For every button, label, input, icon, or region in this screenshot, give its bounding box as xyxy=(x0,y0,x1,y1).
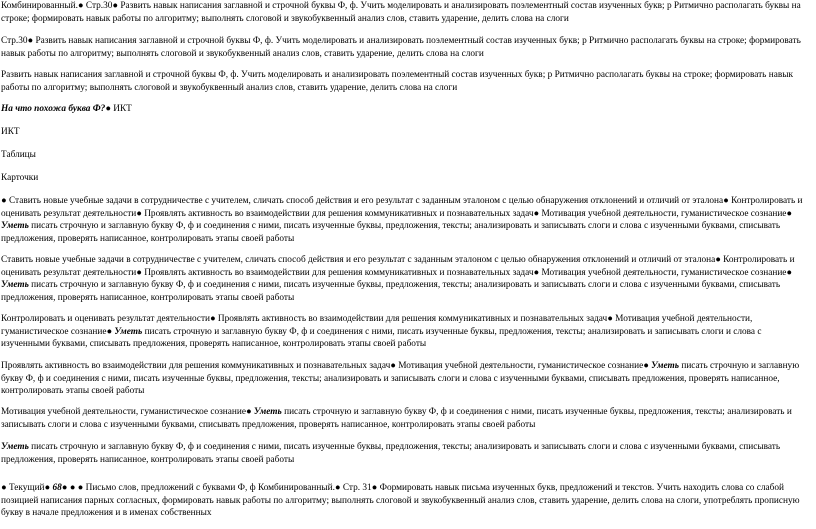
paragraph-text: Проявлять активность во взаимодействии для решения коммуникативных и познавательных задач● Мотивация учебной деятельности, гуманистическое сознание● xyxy=(1,361,652,371)
emphasis-text: Уметь xyxy=(1,221,29,232)
emphasis-text: Уметь xyxy=(253,407,282,417)
paragraph xyxy=(1,126,811,139)
emphasis-text: Уметь xyxy=(651,361,680,371)
paragraph-text: ● Ставить новые учебные задачи в сотрудничестве с учителем, сличать способ действия и его результат с заданным эталоном с целью обнаружения отклонений и отличий от эталона● Контролировать и оценивать результат деятельности● Проявлять активность во взаимодействии для решения коммуникативных и познавательных задач● Мотивация учебной деятельности, гуманистическое сознание● xyxy=(1,196,803,219)
paragraph-text: Мотивация учебной деятельности, гуманистическое сознание● xyxy=(1,407,254,417)
paragraph-text: писать строчную и заглавную букву Ф, ф и соединения с ними, писать изученные буквы, предложения, тексты; анализировать и записывать слоги и слова с изученными буквами, списывать предложения, проверять написанное, контролировать этапы своей работы xyxy=(1,221,781,244)
emphasis-text: Уметь xyxy=(1,442,29,452)
paragraph-text: ● Текущий● xyxy=(1,483,53,493)
emphasis-text: Уметь xyxy=(1,280,29,291)
paragraph xyxy=(1,0,811,25)
paragraph-text: писать строчную и заглавную букву Ф, ф и соединения с ними, писать изученные буквы, предложения, тексты; анализировать и записывать слоги и слова с изученными буквами, списывать предложения, проверять написанное, контролировать этапы своей работы xyxy=(1,407,792,430)
paragraph-text: писать строчную и заглавную букву Ф, ф и соединения с ними, писать изученные буквы, предложения, тексты; анализировать и записывать слоги и слова с изученными буквами, списывать предложения, проверять написанное, контролировать этапы своей работы xyxy=(1,326,762,350)
paragraph-text: Карточки xyxy=(1,173,39,183)
paragraph xyxy=(1,172,811,185)
paragraph xyxy=(1,360,811,398)
paragraph xyxy=(1,149,811,162)
emphasis-text: Уметь xyxy=(114,326,143,337)
paragraph-text: писать строчную и заглавную букву Ф, ф и соединения с ними, писать изученные буквы, предложения, тексты; анализировать и записывать слоги и слова с изученными буквами, списывать предложения, проверять написанное, контролировать этапы своей работы xyxy=(1,280,781,303)
paragraph xyxy=(1,441,811,466)
paragraph xyxy=(1,35,811,60)
paragraph-text: Развить навык написания заглавной и строчной буквы Ф, ф. Учить моделировать и анализировать поэлементный состав изученных букв; р Ритмично располагать буквы на строке; формировать навык работы по алгоритму; выполнять слоговой и звукобуквенный анализ слов, ставить ударение, делить слова на слоги xyxy=(1,70,793,93)
paragraph-text: Контролировать и оценивать результат деятельности● Проявлять активность во взаимодействии для решения коммуникативных и познавательных задач● Мотивация учебной деятельности, гуманистическое сознание● xyxy=(1,314,753,337)
paragraph-text: писать строчную и заглавную букву Ф, ф и соединения с ними, писать изученные буквы, предложения, тексты; анализировать и записывать слоги и слова с изученными буквами, списывать предложения, проверять написанное, контролировать этапы своей работы xyxy=(1,361,800,397)
paragraph xyxy=(1,254,811,304)
paragraph-text: ● ● ● Письмо слов, предложений с буквами Ф, ф Комбинированный.● Стр. 31● Формировать навык письма изученных букв, предложений и текстов. Учить находить слова со слабой позицией написания парных согласных, формировать навык работы по алгоритму; выполнять слоговой и звукобуквенный анализ слов, ставить ударение, делить слова на слоги, употреблять прописную букву в начале предложения и в именах собственных xyxy=(1,483,800,519)
paragraph-text: Таблицы xyxy=(1,150,36,160)
paragraph xyxy=(1,103,811,116)
paragraph xyxy=(1,482,811,520)
paragraph-text: Стр.30● Развить навык написания заглавной и строчной буквы Ф, ф. Учить моделировать и анализировать поэлементный состав изученных букв; р Ритмично располагать буквы на строке; формировать навык работы по алгоритму; выполнять слоговой и звукобуквенный анализ слов, ставить ударение, делить слова на слоги xyxy=(1,36,801,59)
paragraph-text: ● ИКТ xyxy=(105,104,132,114)
paragraph-text: Ставить новые учебные задачи в сотрудничестве с учителем, сличать способ действия и его результат с заданным эталоном с целью обнаружения отклонений и отличий от эталона● Контролировать и оценивать результат деятельности● Проявлять активность во взаимодействии для решения коммуникативных и познавательных задач● Мотивация учебной деятельности, гуманистическое сознание● xyxy=(1,255,795,278)
paragraph xyxy=(1,195,811,245)
paragraph xyxy=(1,69,811,94)
paragraph-text: писать строчную и заглавную букву Ф, ф и соединения с ними, писать изученные буквы, предложения, тексты; анализировать и записывать слоги и слова с изученными буквами, списывать предложения, проверять написанное, контролировать этапы своей работы xyxy=(1,442,781,465)
emphasis-text: 68 xyxy=(52,483,62,493)
paragraph xyxy=(1,313,811,351)
paragraph xyxy=(1,406,811,431)
emphasis-text: На что похожа буква Ф? xyxy=(1,104,106,114)
paragraph-text: Комбинированный.● Стр.30● Развить навык написания заглавной и строчной буквы Ф, ф. Учить моделировать и анализировать поэлементный состав изученных букв; р Ритмично располагать буквы на строке; формировать навык работы по алгоритму; выполнять слоговой и звукобуквенный анализ слов, ставить ударение, делить слова на слоги xyxy=(1,1,801,24)
paragraph-text: ИКТ xyxy=(1,127,20,137)
